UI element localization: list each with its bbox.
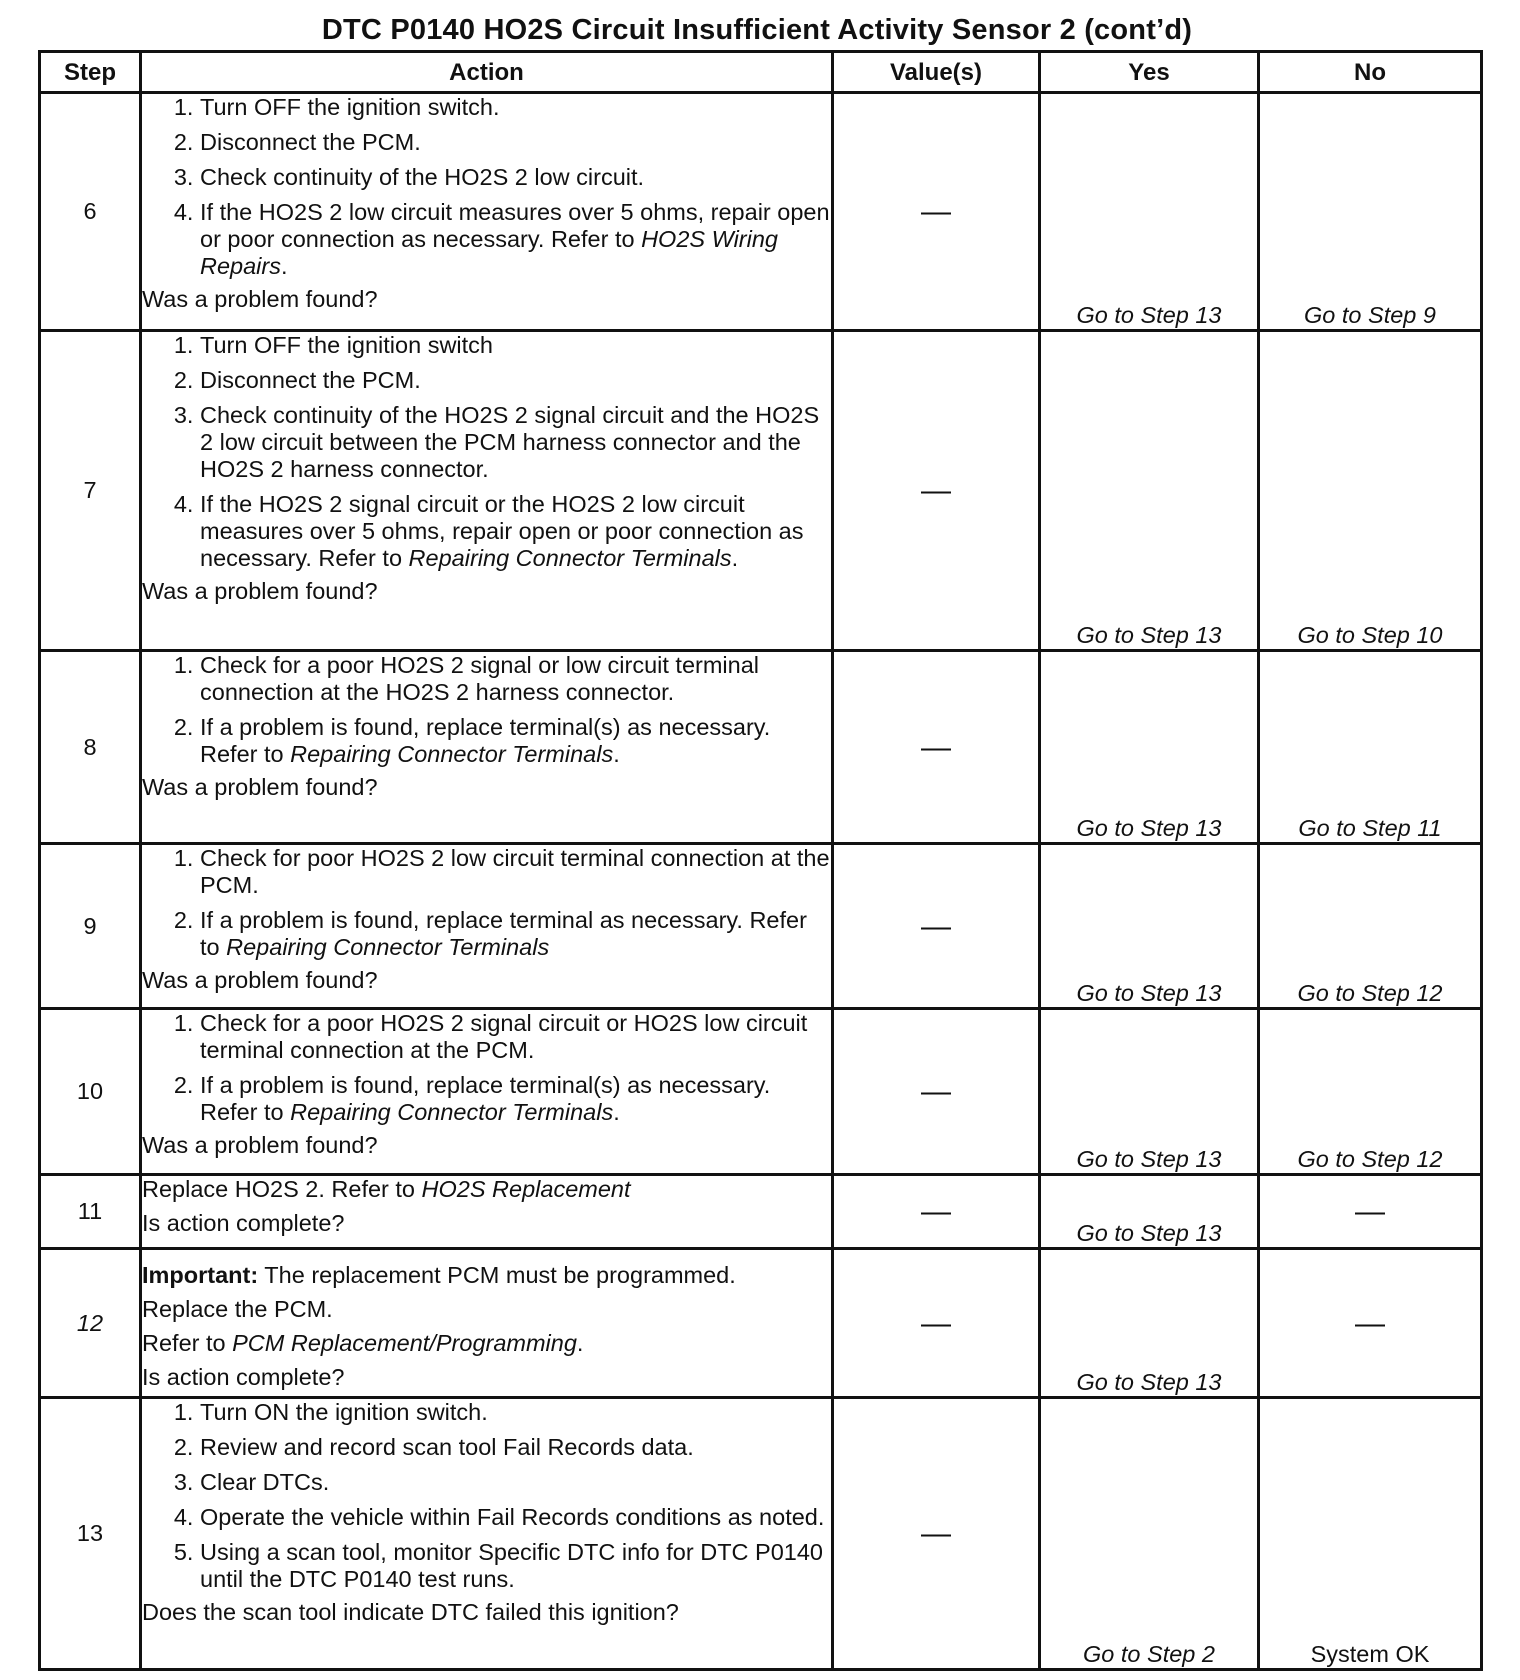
question: Was a problem found? <box>142 1132 378 1158</box>
yes-result: Go to Step 13 <box>1040 331 1259 651</box>
table-row-step-13 <box>40 1398 1482 1670</box>
header-step: Step <box>40 52 141 93</box>
header-no: No <box>1259 52 1482 93</box>
reference-link: Repairing Connector Terminals <box>290 741 614 767</box>
list-item: 5. Using a scan tool, monitor Specific DTC info for DTC P0140 until the DTC P0140 test runs. <box>200 1539 831 1593</box>
list-item: 4. If the HO2S 2 low circuit measures over 5 ohms, repair open or poor connection as necessary. Refer to HO2S Wiring Repairs. <box>200 199 831 280</box>
table-row-step-8 <box>40 651 1482 844</box>
list-item: 4. If the HO2S 2 signal circuit or the HO2S 2 low circuit measures over 5 ohms, repair open or poor connection as necessary. Refer to Repairing Connector Terminals. <box>200 491 831 572</box>
step-number: 11 <box>40 1175 141 1249</box>
header-action: Action <box>141 52 833 93</box>
value-cell: — <box>833 651 1040 844</box>
yes-result: Go to Step 13 <box>1040 1249 1259 1398</box>
list-item: 1. Check for poor HO2S 2 low circuit terminal connection at the PCM. <box>200 845 831 899</box>
list-item: 1. Check for a poor HO2S 2 signal or low circuit terminal connection at the HO2S 2 harness connector. <box>200 652 831 706</box>
no-result: Go to Step 11 <box>1259 651 1482 844</box>
question: Was a problem found? <box>142 967 378 993</box>
list-item: 1. Turn OFF the ignition switch. <box>200 94 831 121</box>
important-note: Important: The replacement PCM must be programmed. <box>142 1262 736 1288</box>
yes-result: Go to Step 13 <box>1040 651 1259 844</box>
action-list <box>142 1010 831 1126</box>
action-cell <box>141 1175 833 1249</box>
reference-link: Repairing Connector Terminals <box>408 545 732 571</box>
no-result: — <box>1259 1249 1482 1398</box>
yes-result: Go to Step 13 <box>1040 1009 1259 1175</box>
action-cell <box>141 1249 833 1398</box>
list-item: 3. Check continuity of the HO2S 2 low circuit. <box>200 164 831 191</box>
yes-result: Go to Step 2 <box>1040 1398 1259 1670</box>
list-item: 1. Turn OFF the ignition switch <box>200 332 831 359</box>
header-values: Value(s) <box>833 52 1040 93</box>
step-number: 12 <box>40 1249 141 1398</box>
yes-result: Go to Step 13 <box>1040 93 1259 331</box>
action-cell <box>141 93 833 331</box>
value-cell: — <box>833 1249 1040 1398</box>
list-item: 3. Check continuity of the HO2S 2 signal circuit and the HO2S 2 low circuit between the PCM harness connector and the HO2S 2 harness connector. <box>200 402 831 483</box>
table-row-step-6 <box>40 93 1482 331</box>
reference-link: Repairing Connector Terminals <box>226 934 550 960</box>
header-yes: Yes <box>1040 52 1259 93</box>
action-list <box>142 332 831 572</box>
action-cell <box>141 1398 833 1670</box>
list-item: 2. If a problem is found, replace terminal(s) as necessary. Refer to Repairing Connector Terminals. <box>200 1072 831 1126</box>
value-cell: — <box>833 1398 1040 1670</box>
table-row-step-11 <box>40 1175 1482 1249</box>
reference-link: HO2S Replacement <box>421 1176 631 1202</box>
action-cell <box>141 844 833 1009</box>
question: Is action complete? <box>142 1364 345 1390</box>
no-result: Go to Step 10 <box>1259 331 1482 651</box>
value-cell: — <box>833 331 1040 651</box>
question: Is action complete? <box>142 1210 345 1236</box>
question: Does the scan tool indicate DTC failed this ignition? <box>142 1599 679 1625</box>
list-item: 2. Review and record scan tool Fail Records data. <box>200 1434 831 1461</box>
list-item: 2. Disconnect the PCM. <box>200 129 831 156</box>
action-line: Replace HO2S 2. Refer to HO2S Replacement <box>142 1176 631 1202</box>
no-result: System OK <box>1259 1398 1482 1670</box>
yes-result: Go to Step 13 <box>1040 844 1259 1009</box>
action-line: Refer to PCM Replacement/Programming. <box>142 1330 584 1356</box>
value-cell: — <box>833 93 1040 331</box>
value-cell: — <box>833 1009 1040 1175</box>
step-number: 13 <box>40 1398 141 1670</box>
step-number: 9 <box>40 844 141 1009</box>
reference-link: Repairing Connector Terminals <box>290 1099 614 1125</box>
value-cell: — <box>833 1175 1040 1249</box>
step-number: 10 <box>40 1009 141 1175</box>
step-number: 6 <box>40 93 141 331</box>
question: Was a problem found? <box>142 774 378 800</box>
table-row-step-12 <box>40 1249 1482 1398</box>
reference-link: HO2S Wiring Repairs <box>200 226 778 279</box>
page-title: DTC P0140 HO2S Circuit Insufficient Activity Sensor 2 (cont’d) <box>321 14 1193 46</box>
step-number: 8 <box>40 651 141 844</box>
action-list <box>142 1399 831 1593</box>
diagnostic-table <box>38 50 1483 1671</box>
list-item: 2. If a problem is found, replace terminal as necessary. Refer to Repairing Connector Terminals <box>200 907 831 961</box>
list-item: 2. Disconnect the PCM. <box>200 367 831 394</box>
table-row-step-10 <box>40 1009 1482 1175</box>
no-result: Go to Step 12 <box>1259 1009 1482 1175</box>
action-list <box>142 94 831 280</box>
action-cell <box>141 331 833 651</box>
yes-result: Go to Step 13 <box>1040 1175 1259 1249</box>
action-list <box>142 845 831 961</box>
no-result: Go to Step 9 <box>1259 93 1482 331</box>
action-cell <box>141 1009 833 1175</box>
list-item: 1. Turn ON the ignition switch. <box>200 1399 831 1426</box>
table-header-row <box>40 52 1482 93</box>
action-cell <box>141 651 833 844</box>
list-item: 3. Clear DTCs. <box>200 1469 831 1496</box>
action-line: Replace the PCM. <box>142 1296 333 1322</box>
action-list <box>142 652 831 768</box>
step-number: 7 <box>40 331 141 651</box>
no-result: Go to Step 12 <box>1259 844 1482 1009</box>
list-item: 4. Operate the vehicle within Fail Records conditions as noted. <box>200 1504 831 1531</box>
list-item: 2. If a problem is found, replace terminal(s) as necessary. Refer to Repairing Connector Terminals. <box>200 714 831 768</box>
question: Was a problem found? <box>142 578 378 604</box>
value-cell: — <box>833 844 1040 1009</box>
question: Was a problem found? <box>142 286 378 312</box>
table-row-step-9 <box>40 844 1482 1009</box>
reference-link: PCM Replacement/Programming <box>232 1330 577 1356</box>
table-row-step-7 <box>40 331 1482 651</box>
no-result: — <box>1259 1175 1482 1249</box>
list-item: 1. Check for a poor HO2S 2 signal circuit or HO2S low circuit terminal connection at the PCM. <box>200 1010 831 1064</box>
